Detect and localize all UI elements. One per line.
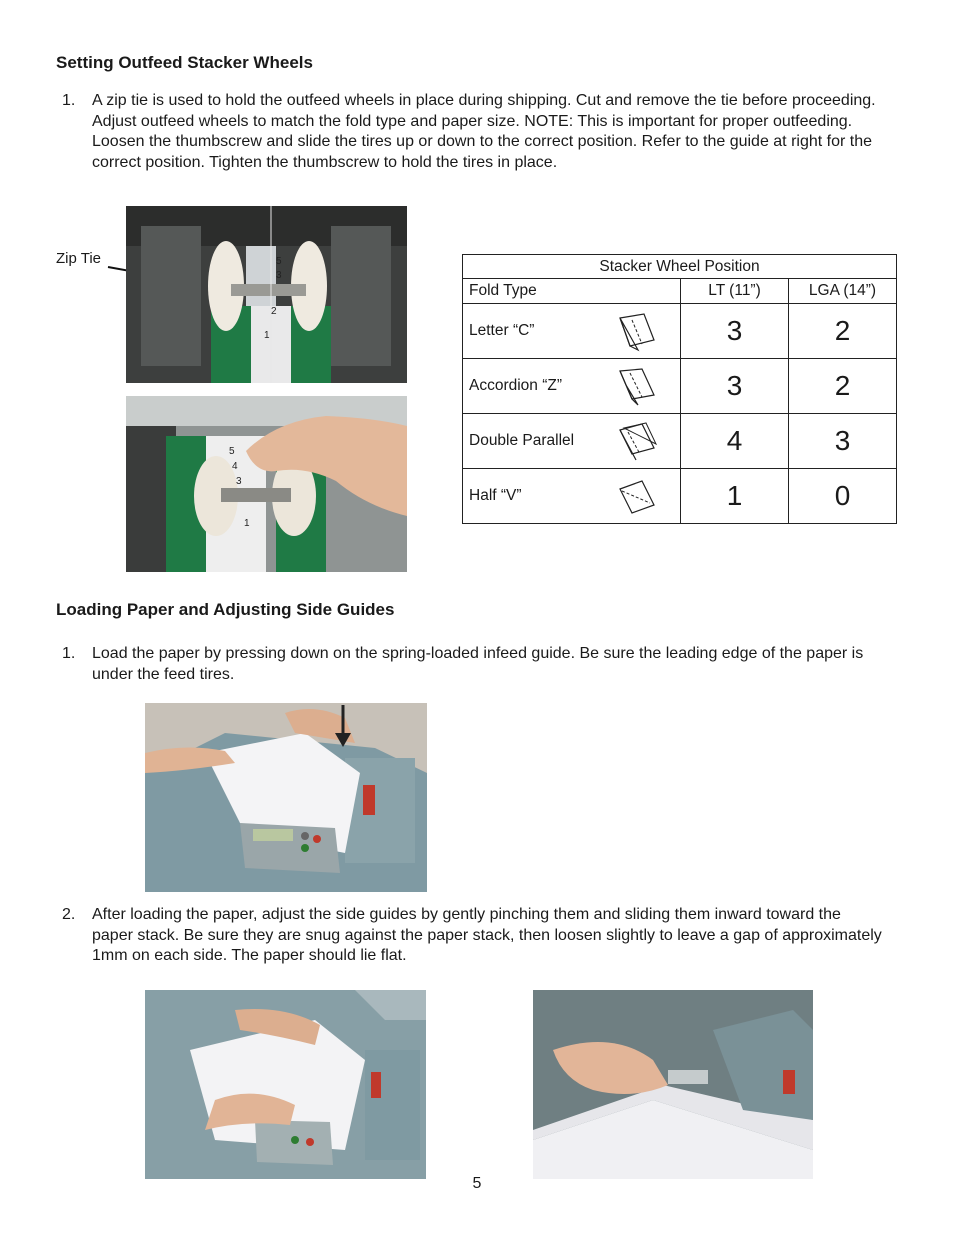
half-v-fold-icon <box>616 477 658 517</box>
lga-position-value: 2 <box>789 359 897 414</box>
photo-position-label: 1 <box>264 330 270 341</box>
table-row <box>463 414 897 469</box>
photo-position-label: 4 <box>232 461 238 472</box>
page-number: 5 <box>472 1175 482 1192</box>
fold-type-label: Half “V” <box>469 487 522 504</box>
letter-c-fold-icon <box>616 312 658 352</box>
section-heading-loading-paper: Loading Paper and Adjusting Side Guides <box>56 600 395 619</box>
stacker-wheels-zip-tie-photo <box>126 206 407 383</box>
step-text: Load the paper by pressing down on the spring-loaded infeed guide. Be sure the leading edge of the paper is under the feed tires. <box>92 645 864 683</box>
step-number: 2. <box>62 906 76 923</box>
fold-type-label: Letter “C” <box>469 322 535 339</box>
instruction-step <box>62 91 882 173</box>
lt-position-value: 3 <box>681 304 789 359</box>
side-guides-photo <box>145 990 426 1179</box>
fold-type-cell <box>463 304 681 359</box>
step-number: 1. <box>62 92 76 109</box>
photo-position-label: 3 <box>236 476 242 487</box>
fold-type-cell <box>463 414 681 469</box>
photo-position-label: 2 <box>271 306 277 317</box>
table-row <box>463 359 897 414</box>
fold-type-label: Accordion “Z” <box>469 377 563 394</box>
lt-position-value: 1 <box>681 469 789 524</box>
zip-tie-callout-label: Zip Tie <box>56 250 102 267</box>
step-text: After loading the paper, adjust the side guides by gently pinching them and sliding them inward toward the paper stack. Be sure they are snug against the paper stack, then loosen slightly to leave a gap of approximately 1mm on each side. The paper should lie flat. <box>92 906 882 964</box>
thumbscrew-adjust-photo <box>126 396 407 572</box>
fold-type-cell <box>463 469 681 524</box>
fold-type-cell <box>463 359 681 414</box>
photo-position-label: 5 <box>229 446 235 457</box>
step-number: 1. <box>62 645 76 662</box>
instruction-step <box>62 644 882 685</box>
double-parallel-fold-icon <box>616 422 658 462</box>
stacker-wheel-position-table <box>462 254 897 524</box>
column-header-fold-type: Fold Type <box>463 279 681 304</box>
photo-position-label: 5 <box>276 256 282 267</box>
photo-position-label: 3 <box>276 270 282 281</box>
column-header-lt: LT (11”) <box>681 279 789 304</box>
table-row <box>463 469 897 524</box>
step-text: A zip tie is used to hold the outfeed wheels in place during shipping. Cut and remove the tie before proceeding. Adjust outfeed wheels to match the fold type and paper size. NOTE: This is important for proper outfeeding. Loosen the thumbscrew and slide the tires up or down to the correct position. Refer to the guide at right for the correct position. Tighten the thumbscrew to hold the tires in place. <box>92 92 876 171</box>
fold-type-label: Double Parallel <box>469 432 575 449</box>
lt-position-value: 4 <box>681 414 789 469</box>
column-header-lga: LGA (14”) <box>789 279 897 304</box>
lga-position-value: 0 <box>789 469 897 524</box>
accordion-z-fold-icon <box>616 367 658 407</box>
table-row <box>463 304 897 359</box>
instruction-step <box>62 905 882 967</box>
lga-position-value: 3 <box>789 414 897 469</box>
lt-position-value: 3 <box>681 359 789 414</box>
lga-position-value: 2 <box>789 304 897 359</box>
loading-paper-photo <box>145 703 427 892</box>
side-guide-closeup-photo <box>533 990 813 1179</box>
section-heading-stacker-wheels: Setting Outfeed Stacker Wheels <box>56 53 313 72</box>
table-title: Stacker Wheel Position <box>463 255 897 279</box>
photo-position-label: 1 <box>244 518 250 529</box>
